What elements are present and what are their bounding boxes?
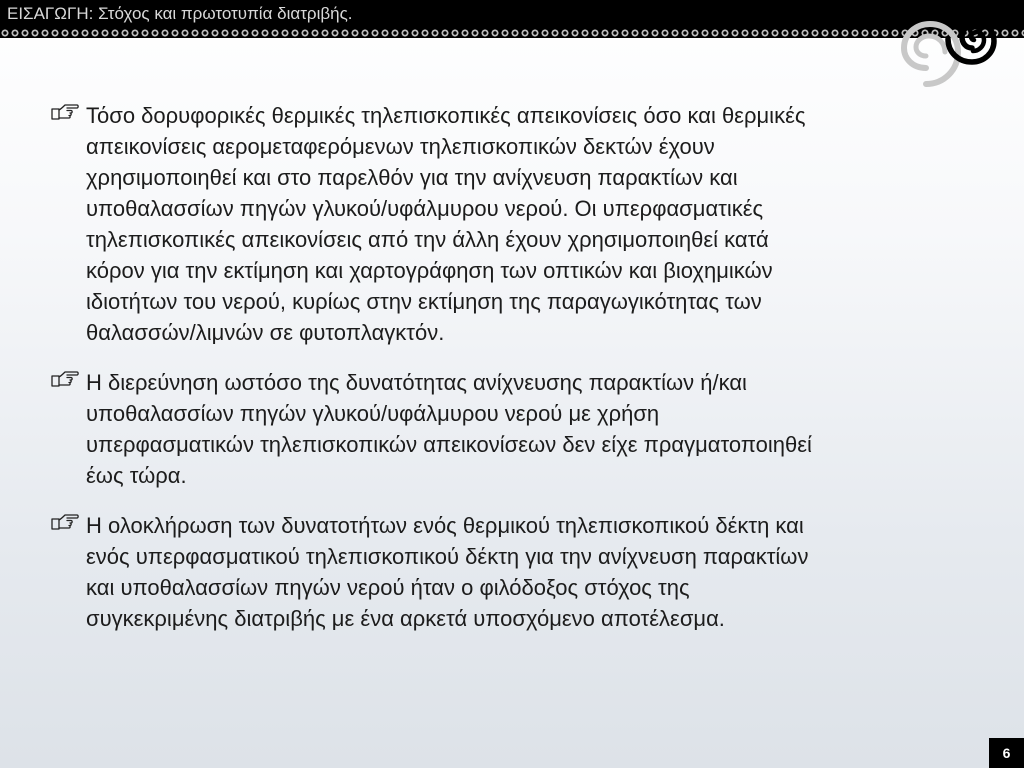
- page-number: 6: [989, 738, 1024, 768]
- title-bar: [0, 0, 1024, 28]
- decorative-border: [0, 28, 1024, 38]
- bullet-text: Η ολοκλήρωση των δυνατοτήτων ενός θερμικού τηλεπισκοπικού δέκτη και ενός υπερφασματικού τηλεπισκοπικού δέκτη για την ανίχνευση παρακτίων και υποθαλασσίων πηγών νερού ήταν ο φιλόδοξος στόχος της συγκεκριμένης διατριβής με ένα αρκετά υποσχόμενο αποτέλεσμα.: [86, 513, 809, 631]
- bullet-text: Η διερεύνηση ωστόσο της δυνατότητας ανίχνευσης παρακτίων ή/και υποθαλασσίων πηγών γλυκού/υφάλμυρου νερού με χρήση υπερφασματικών τηλεπισκοπικών απεικονίσεων δεν είχε πραγματοποιηθεί έως τώρα.: [86, 370, 812, 488]
- bullet-text: Τόσο δορυφορικές θερμικές τηλεπισκοπικές απεικονίσεις όσο και θερμικές απεικονίσεις αερομεταφερόμενων τηλεπισκοπικών δεκτών έχουν χρησιμοποιηθεί και στο παρελθόν για την ανίχνευση παρακτίων και υποθαλασσίων πηγών γλυκού/υφάλμυρου νερού. Οι υπερφασματικές τηλεπισκοπικές απεικονίσεις από την άλλη έχουν χρησιμοποιηθεί κατά κόρον για την εκτίμηση και χαρτογράφηση των οπτικών και βιοχημικών ιδιοτήτων του νερού, κυρίως στην εκτίμηση της παραγωγικότητας των θαλασσών/λιμνών σε φυτοπλαγκτόν.: [86, 103, 806, 345]
- pointing-hand-icon: [50, 512, 80, 532]
- pointing-hand-icon: [50, 102, 80, 122]
- bullet-item: [50, 510, 950, 634]
- slide-title: ΕΙΣΑΓΩΓΗ: Στόχος και πρωτοτυπία διατριβής.: [7, 4, 353, 23]
- bullet-list: [50, 100, 950, 653]
- bullet-item: [50, 100, 950, 348]
- spiral-logo-icon: [888, 10, 1004, 96]
- pointing-hand-icon: [50, 369, 80, 389]
- bullet-item: [50, 367, 950, 491]
